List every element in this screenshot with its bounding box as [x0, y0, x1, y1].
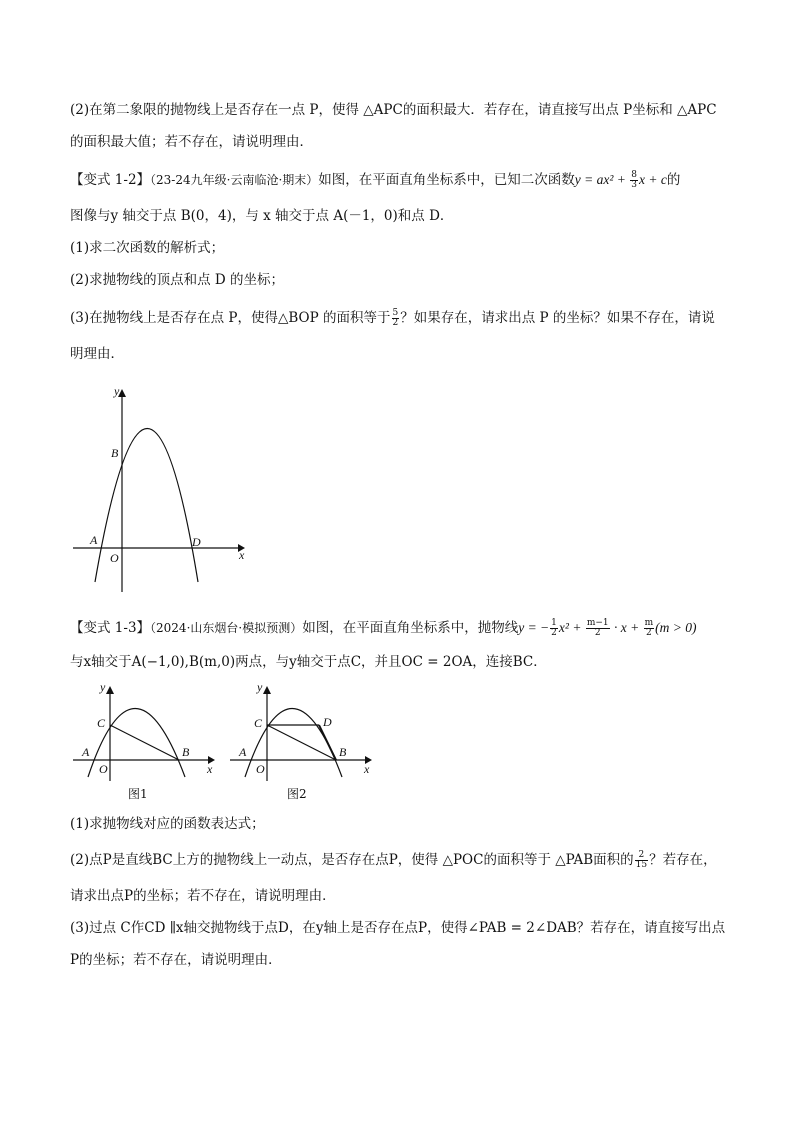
fraction: $\frac{m-1}{2}$	[586, 618, 609, 638]
variant-text: 如图，在平面直角坐标系中，抛物线	[302, 620, 519, 636]
variant-1-3-line-2: 与x轴交于A(−1,0),B(m,0)两点，与y轴交于点C，并且OC = 2OA，连接BC．	[70, 654, 547, 670]
point-B-label: B	[182, 745, 190, 759]
point-B-label: B	[111, 446, 119, 460]
point-D-label: D	[192, 535, 201, 549]
x-label: x	[207, 762, 213, 776]
question-2-line-2: 的面积最大值；若不存在，请说明理由．	[70, 134, 313, 150]
variant-1-3-part-2-cont: 请求出点P的坐标；若不存在，请说明理由．	[70, 888, 336, 904]
segment-BC	[267, 725, 336, 760]
x-label: x	[239, 548, 245, 562]
fraction: $\frac{2}{15}$	[635, 850, 648, 870]
formula: y = −	[518, 620, 550, 635]
figure-1-caption: 图1	[128, 787, 148, 801]
point-B-label: B	[339, 745, 347, 759]
fraction: $\frac{1}{2}$	[551, 618, 557, 638]
point-C-label: C	[97, 716, 106, 730]
formula-end: (m > 0)	[655, 620, 697, 635]
variant-1-2-part-1: (1)求二次函数的解析式；	[70, 240, 225, 256]
variant-1-3-part-3: (3)过点 C作CD ∥x轴交抛物线于点D，在y轴上是否存在点P，使得∠PAB = 2∠DAB？若存在，请直接写出点	[70, 920, 726, 936]
formula-mid: x² +	[558, 620, 585, 635]
figure-2-caption: 图2	[287, 787, 307, 801]
point-A-label: A	[90, 533, 98, 547]
segment-DB	[319, 725, 336, 760]
variant-1-3-part-3-cont: P的坐标；若不存在，请说明理由．	[70, 952, 282, 968]
origin-label: O	[110, 551, 119, 565]
variant-1-2-line-2: 图像与y 轴交于点 B(0，4)，与 x 轴交于点 A(－1，0)和点 D．	[70, 208, 454, 224]
y-label: y	[257, 680, 263, 694]
y-label: y	[114, 384, 120, 398]
point-A-label: A	[239, 745, 247, 759]
origin-label: O	[99, 762, 108, 776]
variant-tag: 【变式 1-2】	[70, 172, 151, 188]
formula-mid-2: · x +	[610, 620, 643, 635]
variant-1-3-part-2	[70, 851, 717, 870]
variant-text: 如图，在平面直角坐标系中，已知二次函数	[318, 172, 575, 188]
fraction: $\frac{m}{2}$	[644, 618, 654, 638]
y-label: y	[100, 680, 106, 694]
question-2-line-1: (2)在第二象限的抛物线上是否存在一点 P，使得 △APC的面积最大．若存在，请直接写出点 P坐标和 △APC	[70, 102, 717, 118]
point-A-label: A	[82, 745, 90, 759]
fraction: $\frac{8}{3}$	[631, 170, 638, 190]
variant-source: （2024·山东烟台·模拟预测）	[150, 621, 303, 635]
part-3-text-b: ？如果存在，请求出点 P 的坐标？如果不存在，请说	[400, 310, 715, 326]
variant-tag: 【变式 1-3】	[70, 620, 151, 636]
origin-label: O	[256, 762, 265, 776]
part-3-text: (3)在抛物线上是否存在点 P，使得△BOP 的面积等于	[70, 310, 391, 326]
fraction: $\frac{5}{2}$	[392, 308, 399, 328]
variant-text-end: 的	[666, 172, 681, 188]
variant-source: （23-24九年级·云南临沧·期末）	[150, 173, 319, 187]
formula: y = ax² +	[574, 172, 630, 187]
part-2-text-b: ？若存在，	[649, 852, 717, 868]
point-C-label: C	[254, 716, 263, 730]
variant-1-3-part-1: (1)求抛物线对应的函数表达式；	[70, 816, 265, 832]
x-label: x	[364, 762, 370, 776]
variant-1-2-part-2: (2)求抛物线的顶点和点 D 的坐标；	[70, 272, 285, 288]
formula-tail: x + c	[639, 172, 667, 187]
point-D-label: D	[323, 715, 332, 729]
variant-1-2-part-3-cont: 明理由．	[70, 346, 124, 362]
part-2-text: (2)点P是直线BC上方的抛物线上一动点，是否存在点P，使得 △POC的面积等于 △PAB面积的	[70, 852, 634, 868]
